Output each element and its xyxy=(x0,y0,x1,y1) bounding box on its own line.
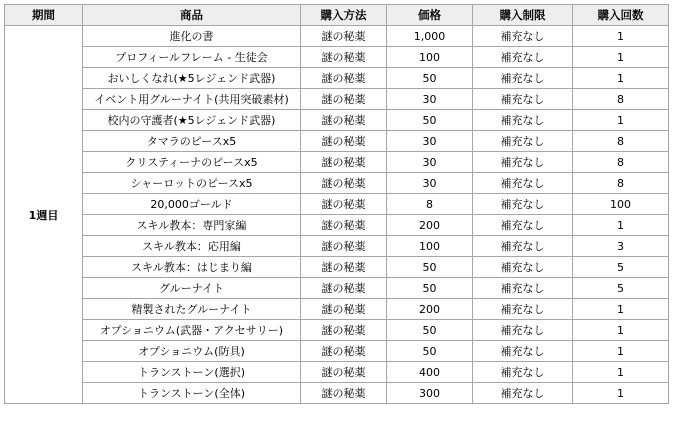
cell-item: イベント用グルーナイト(共用突破素材) xyxy=(83,89,301,110)
cell-limit: 補充なし xyxy=(473,89,573,110)
cell-limit: 補充なし xyxy=(473,383,573,404)
cell-count: 1 xyxy=(573,26,669,47)
cell-limit: 補充なし xyxy=(473,320,573,341)
cell-count: 1 xyxy=(573,341,669,362)
cell-method: 謎の秘薬 xyxy=(301,47,387,68)
cell-limit: 補充なし xyxy=(473,68,573,89)
cell-method: 謎の秘薬 xyxy=(301,110,387,131)
cell-method: 謎の秘薬 xyxy=(301,173,387,194)
cell-limit: 補充なし xyxy=(473,278,573,299)
cell-price: 200 xyxy=(387,215,473,236)
table-row xyxy=(5,320,669,341)
header-item: 商品 xyxy=(83,5,301,26)
cell-count: 1 xyxy=(573,320,669,341)
cell-item: オプショニウム(武器・アクセサリー) xyxy=(83,320,301,341)
cell-item: スキル教本：応用編 xyxy=(83,236,301,257)
table-row xyxy=(5,278,669,299)
cell-item: シャーロットのピースx5 xyxy=(83,173,301,194)
cell-count: 1 xyxy=(573,110,669,131)
cell-limit: 補充なし xyxy=(473,299,573,320)
header-count: 購入回数 xyxy=(573,5,669,26)
cell-price: 200 xyxy=(387,299,473,320)
table-row xyxy=(5,299,669,320)
cell-count: 100 xyxy=(573,194,669,215)
cell-method: 謎の秘薬 xyxy=(301,341,387,362)
cell-count: 1 xyxy=(573,383,669,404)
table-row xyxy=(5,194,669,215)
cell-item: トランストーン(選択) xyxy=(83,362,301,383)
cell-method: 謎の秘薬 xyxy=(301,299,387,320)
table-row xyxy=(5,215,669,236)
cell-count: 3 xyxy=(573,236,669,257)
cell-item: おいしくなれ(★5レジェンド武器) xyxy=(83,68,301,89)
cell-count: 8 xyxy=(573,173,669,194)
cell-price: 8 xyxy=(387,194,473,215)
cell-limit: 補充なし xyxy=(473,257,573,278)
table-row xyxy=(5,257,669,278)
cell-price: 50 xyxy=(387,320,473,341)
cell-method: 謎の秘薬 xyxy=(301,215,387,236)
cell-price: 50 xyxy=(387,257,473,278)
table-row xyxy=(5,131,669,152)
cell-method: 謎の秘薬 xyxy=(301,194,387,215)
cell-price: 30 xyxy=(387,89,473,110)
cell-method: 謎の秘薬 xyxy=(301,152,387,173)
cell-price: 50 xyxy=(387,68,473,89)
table-row xyxy=(5,47,669,68)
table-body xyxy=(5,26,669,404)
cell-limit: 補充なし xyxy=(473,215,573,236)
cell-limit: 補充なし xyxy=(473,110,573,131)
cell-item: オプショニウム(防具) xyxy=(83,341,301,362)
cell-item: プロフィールフレーム - 生徒会 xyxy=(83,47,301,68)
table-row xyxy=(5,341,669,362)
cell-method: 謎の秘薬 xyxy=(301,236,387,257)
cell-price: 1,000 xyxy=(387,26,473,47)
cell-item: 進化の書 xyxy=(83,26,301,47)
table-row xyxy=(5,236,669,257)
cell-limit: 補充なし xyxy=(473,194,573,215)
cell-method: 謎の秘薬 xyxy=(301,89,387,110)
cell-item: トランストーン(全体) xyxy=(83,383,301,404)
cell-count: 1 xyxy=(573,299,669,320)
table-row xyxy=(5,110,669,131)
cell-limit: 補充なし xyxy=(473,26,573,47)
cell-limit: 補充なし xyxy=(473,173,573,194)
cell-count: 8 xyxy=(573,152,669,173)
cell-price: 400 xyxy=(387,362,473,383)
table-row xyxy=(5,68,669,89)
table-row xyxy=(5,173,669,194)
cell-item: クリスティーナのピースx5 xyxy=(83,152,301,173)
shop-table xyxy=(4,4,669,404)
cell-item: スキル教本：はじまり編 xyxy=(83,257,301,278)
cell-item: スキル教本：専門家編 xyxy=(83,215,301,236)
table-row xyxy=(5,152,669,173)
cell-method: 謎の秘薬 xyxy=(301,278,387,299)
cell-method: 謎の秘薬 xyxy=(301,68,387,89)
header-period: 期間 xyxy=(5,5,83,26)
table-row xyxy=(5,383,669,404)
header-limit: 購入制限 xyxy=(473,5,573,26)
cell-item: グルーナイト xyxy=(83,278,301,299)
cell-limit: 補充なし xyxy=(473,236,573,257)
cell-price: 100 xyxy=(387,47,473,68)
cell-limit: 補充なし xyxy=(473,131,573,152)
cell-limit: 補充なし xyxy=(473,152,573,173)
table-row xyxy=(5,26,669,47)
cell-method: 謎の秘薬 xyxy=(301,257,387,278)
cell-price: 30 xyxy=(387,152,473,173)
cell-item: 精製されたグルーナイト xyxy=(83,299,301,320)
cell-count: 8 xyxy=(573,131,669,152)
table-row xyxy=(5,362,669,383)
cell-price: 50 xyxy=(387,278,473,299)
header-row xyxy=(5,5,669,26)
cell-limit: 補充なし xyxy=(473,362,573,383)
cell-method: 謎の秘薬 xyxy=(301,362,387,383)
table-row xyxy=(5,89,669,110)
cell-method: 謎の秘薬 xyxy=(301,26,387,47)
cell-price: 300 xyxy=(387,383,473,404)
cell-method: 謎の秘薬 xyxy=(301,383,387,404)
cell-method: 謎の秘薬 xyxy=(301,131,387,152)
cell-count: 5 xyxy=(573,257,669,278)
table-header xyxy=(5,5,669,26)
cell-count: 1 xyxy=(573,47,669,68)
cell-price: 50 xyxy=(387,110,473,131)
header-price: 価格 xyxy=(387,5,473,26)
cell-item: 校内の守護者(★5レジェンド武器) xyxy=(83,110,301,131)
period-cell: 1週目 xyxy=(5,26,83,404)
cell-item: 20,000ゴールド xyxy=(83,194,301,215)
cell-price: 30 xyxy=(387,131,473,152)
cell-price: 30 xyxy=(387,173,473,194)
cell-count: 1 xyxy=(573,215,669,236)
cell-count: 1 xyxy=(573,362,669,383)
header-method: 購入方法 xyxy=(301,5,387,26)
cell-limit: 補充なし xyxy=(473,341,573,362)
cell-price: 100 xyxy=(387,236,473,257)
cell-method: 謎の秘薬 xyxy=(301,320,387,341)
cell-price: 50 xyxy=(387,341,473,362)
cell-item: タマラのピースx5 xyxy=(83,131,301,152)
cell-limit: 補充なし xyxy=(473,47,573,68)
cell-count: 8 xyxy=(573,89,669,110)
cell-count: 1 xyxy=(573,68,669,89)
cell-count: 5 xyxy=(573,278,669,299)
